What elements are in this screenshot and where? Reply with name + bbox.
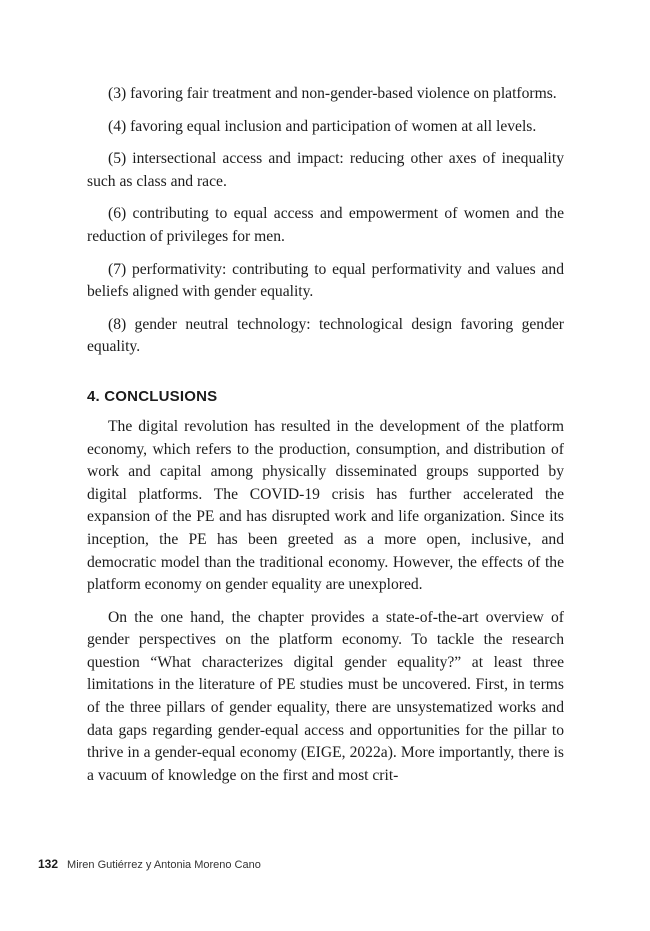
body-paragraph: On the one hand, the chapter provides a state-of-the-art overview of gender perspectives on the platform economy. To tackle the research question “What characterizes digital gender equality?” at least three limitations in the literature of PE studies must be uncovered. First, in terms of the three pillars of gender equality, there are unsystematized works and data gaps regarding gender-equal access and opportunities for the pillar to thrive in a gender-equal economy (EIGE, 2022a). More importantly, there is a vacuum of knowledge on the first and most crit- (87, 608, 564, 784)
page-number: 132 (38, 857, 59, 871)
section-heading: 4. CONCLUSIONS (87, 387, 218, 405)
page-footer (38, 857, 261, 871)
body-paragraph: The digital revolution has resulted in the development of the platform economy, which refers to the production, consumption, and distribution of work and capital among physically disseminated groups supported by digital platforms. The COVID-19 crisis has further accelerated the expansion of the PE and has disrupted work and life organization. Since its inception, the PE has been greeted as a more open, inclusive, and democratic model than the traditional economy. However, the effects of the platform economy on gender equality are unexplored. (87, 417, 564, 594)
list-item-6: (6) contributing to equal access and empowerment of women and the reduction of privileges for men. (87, 205, 564, 245)
page-body (87, 83, 564, 797)
footer-authors: Miren Gutiérrez y Antonia Moreno Cano (67, 859, 261, 871)
list-item-5: (5) intersectional access and impact: reducing other axes of inequality such as class and race. (87, 150, 564, 190)
list-item-3: (3) favoring fair treatment and non-gender-based violence on platforms. (108, 85, 557, 102)
list-item-8: (8) gender neutral technology: technological design favoring gender equality. (87, 315, 564, 356)
list-item-4: (4) favoring equal inclusion and participation of women at all levels. (108, 117, 537, 135)
list-item-7: (7) performativity: contributing to equal performativity and values and beliefs aligned with gender equality. (87, 260, 564, 301)
